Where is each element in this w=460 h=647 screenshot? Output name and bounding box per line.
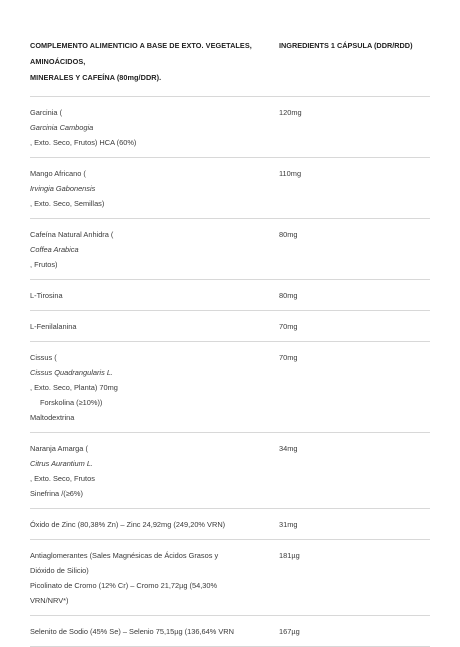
ingredient-amount: 70mg: [279, 322, 298, 331]
table-header: [30, 38, 430, 97]
header-line-1: COMPLEMENTO ALIMENTICIO A BASE DE EXTO. VEGETALES,: [30, 41, 252, 50]
ingredient-name: Cafeína Natural Anhidra ( Coffea Arabica , Frutos): [30, 230, 114, 269]
table-row: [30, 540, 430, 616]
ingredient-amount: 167µg: [279, 627, 300, 636]
table-row: [30, 509, 430, 540]
ingredient-amount: 80mg: [279, 230, 298, 239]
ingredient-amount: 34mg: [279, 444, 298, 453]
ingredient-name: L-Tirosina: [30, 291, 63, 300]
ingredient-name: Óxido de Zinc (80,38% Zn) – Zinc 24,92mg (249,20% VRN): [30, 520, 226, 529]
table-row: [30, 342, 430, 433]
ingredients-table: [30, 38, 430, 647]
table-row: [30, 219, 430, 280]
header-line-3: MINERALES Y CAFEÍNA (80mg/DDR).: [30, 73, 162, 82]
table-row: [30, 311, 430, 342]
ingredient-amount: 80mg: [279, 291, 298, 300]
ingredient-amount: 110mg: [279, 169, 302, 178]
ingredient-amount: 70mg: [279, 353, 298, 362]
ingredient-name: Mango Africano ( Irvingia Gabonensis , Exto. Seco, Semillas): [30, 169, 105, 208]
header-description: [30, 38, 270, 86]
ingredient-amount: 31mg: [279, 520, 298, 529]
ingredient-name: Antiaglomerantes (Sales Magnésicas de Ácidos Grasos y Dióxido de Silicio) Picolinato de Cromo (12% Cr) – Cromo 21,72µg (54,30% VRN/NRV*): [30, 551, 219, 605]
table-row: [30, 97, 430, 158]
table-row: [30, 433, 430, 509]
ingredient-name: Garcinia ( Garcinia Cambogia , Exto. Seco, Frutos) HCA (60%): [30, 108, 137, 147]
table-row: [30, 280, 430, 311]
table-row: [30, 158, 430, 219]
table-row: [30, 616, 430, 647]
header-amount: INGREDIENTS 1 CÁPSULA (DDR/RDD): [279, 41, 413, 50]
ingredient-name: L-Fenilalanina: [30, 322, 77, 331]
ingredient-amount: 181µg: [279, 551, 300, 560]
ingredient-name: Selenito de Sodio (45% Se) – Selenio 75,15µg (136,64% VRN: [30, 627, 234, 636]
header-line-2: AMINOÁCIDOS,: [30, 57, 86, 66]
ingredient-name: Cissus ( Cissus Quadrangularis L. , Exto. Seco, Planta) 70mg Forskolina (≥10%)) Maltodextrina: [30, 353, 118, 422]
ingredient-name: Naranja Amarga ( Citrus Aurantium L. , Exto. Seco, Frutos Sinefrina /(≥6%): [30, 444, 95, 498]
ingredient-amount: 120mg: [279, 108, 302, 117]
